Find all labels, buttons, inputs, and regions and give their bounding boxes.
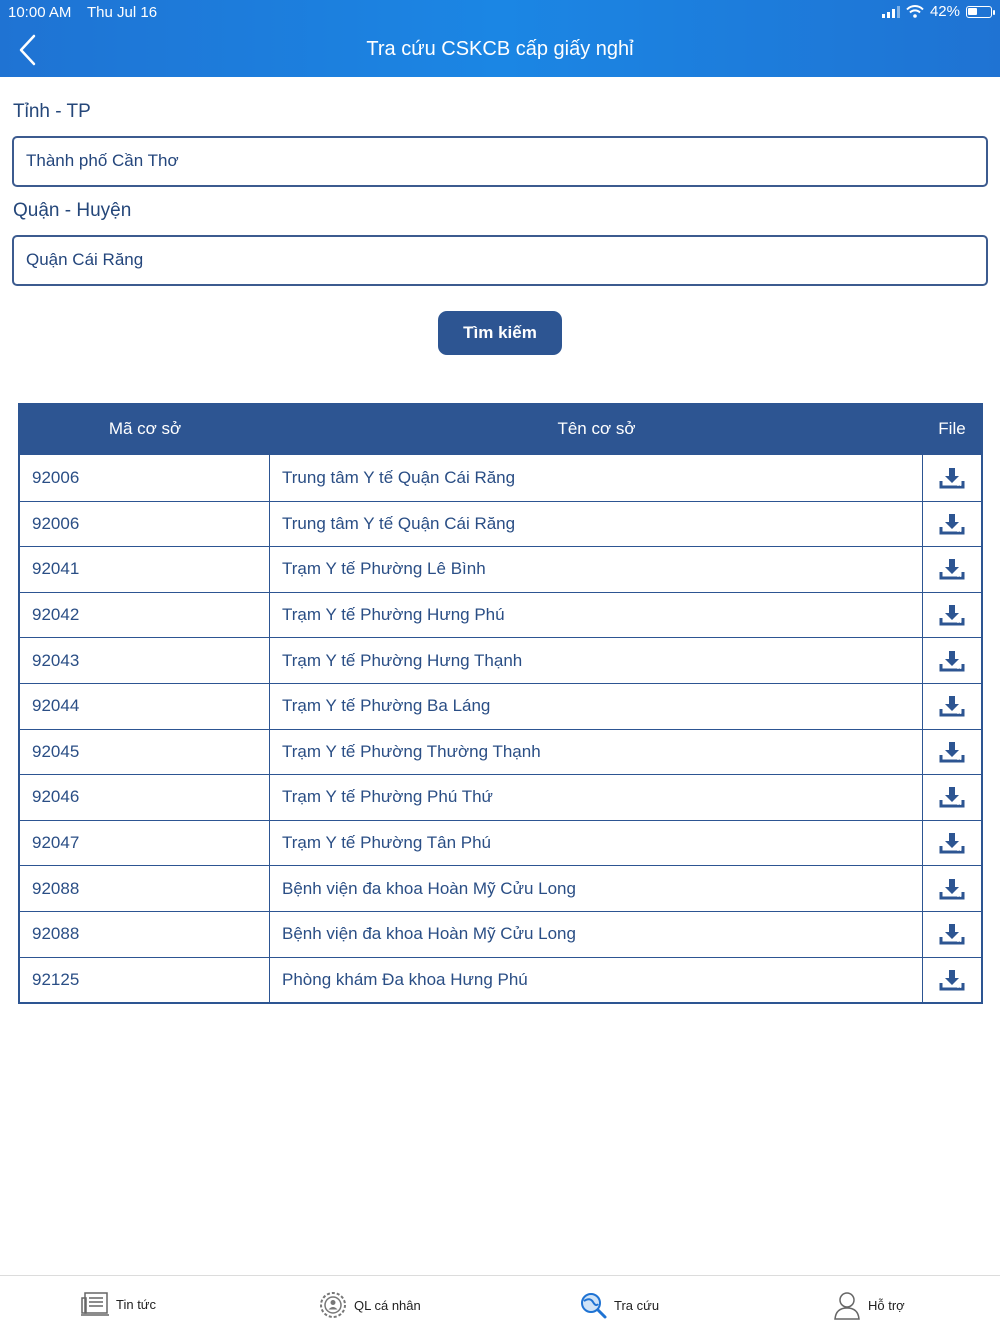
support-user-icon bbox=[832, 1290, 862, 1320]
facility-name: Trạm Y tế Phường Hưng Thạnh bbox=[270, 638, 923, 683]
facility-name: Phòng khám Đa khoa Hưng Phú bbox=[270, 958, 923, 1003]
facility-name: Bệnh viện đa khoa Hoàn Mỹ Cửu Long bbox=[270, 866, 923, 911]
table-row bbox=[20, 865, 981, 911]
facility-name: Trạm Y tế Phường Hưng Phú bbox=[270, 593, 923, 638]
table-row bbox=[20, 683, 981, 729]
table-row bbox=[20, 957, 981, 1003]
download-icon bbox=[939, 968, 965, 992]
download-icon bbox=[939, 466, 965, 490]
download-button[interactable] bbox=[923, 455, 981, 501]
facility-code: 92044 bbox=[20, 684, 270, 729]
status-time: 10:00 AM bbox=[8, 4, 72, 21]
tab-news-label: Tin tức bbox=[116, 1296, 157, 1312]
district-field[interactable]: Quận Cái Răng bbox=[12, 235, 988, 286]
tab-news[interactable] bbox=[80, 1290, 156, 1318]
download-icon bbox=[939, 785, 965, 809]
tab-lookup[interactable] bbox=[578, 1290, 659, 1320]
facility-name: Trạm Y tế Phường Phú Thứ bbox=[270, 775, 923, 820]
table-row bbox=[20, 501, 981, 547]
download-icon bbox=[939, 740, 965, 764]
facility-name: Trung tâm Y tế Quận Cái Răng bbox=[270, 502, 923, 547]
table-row bbox=[20, 637, 981, 683]
facility-name: Trạm Y tế Phường Tân Phú bbox=[270, 821, 923, 866]
facility-name: Trạm Y tế Phường Lê Bình bbox=[270, 547, 923, 592]
download-button[interactable] bbox=[923, 866, 981, 911]
district-label: Quận - Huyện bbox=[13, 200, 132, 221]
status-bar bbox=[0, 0, 1000, 24]
download-button[interactable] bbox=[923, 684, 981, 729]
facility-name: Trạm Y tế Phường Thường Thạnh bbox=[270, 730, 923, 775]
table-row bbox=[20, 820, 981, 866]
wifi-icon bbox=[906, 5, 924, 18]
province-field[interactable]: Thành phố Cần Thơ bbox=[12, 136, 988, 187]
header-name: Tên cơ sở bbox=[557, 419, 636, 438]
facility-code: 92042 bbox=[20, 593, 270, 638]
table-row bbox=[20, 774, 981, 820]
download-button[interactable] bbox=[923, 547, 981, 592]
download-button[interactable] bbox=[923, 502, 981, 547]
download-button[interactable] bbox=[923, 775, 981, 820]
battery-icon bbox=[966, 6, 992, 18]
facility-code: 92006 bbox=[20, 502, 270, 547]
table-row bbox=[20, 455, 981, 501]
tab-support-label: Hỗ trợ bbox=[868, 1297, 905, 1313]
battery-percent: 42% bbox=[929, 3, 960, 20]
battery-level bbox=[968, 8, 977, 15]
download-button[interactable] bbox=[923, 593, 981, 638]
download-icon bbox=[939, 831, 965, 855]
table-row bbox=[20, 592, 981, 638]
download-icon bbox=[939, 694, 965, 718]
tab-lookup-label: Tra cứu bbox=[614, 1297, 660, 1313]
download-icon bbox=[939, 877, 965, 901]
user-gear-icon bbox=[318, 1290, 348, 1320]
header-file: File bbox=[938, 419, 966, 438]
table-header bbox=[20, 403, 981, 455]
tab-personal-label: QL cá nhân bbox=[354, 1297, 421, 1313]
newspaper-icon bbox=[80, 1290, 110, 1318]
download-button[interactable] bbox=[923, 958, 981, 1003]
download-button[interactable] bbox=[923, 638, 981, 683]
status-date: Thu Jul 16 bbox=[87, 4, 158, 21]
download-button[interactable] bbox=[923, 912, 981, 957]
download-icon bbox=[939, 557, 965, 581]
facility-code: 92043 bbox=[20, 638, 270, 683]
facility-code: 92088 bbox=[20, 912, 270, 957]
download-icon bbox=[939, 649, 965, 673]
download-button[interactable] bbox=[923, 730, 981, 775]
app-header bbox=[0, 0, 1000, 77]
facility-code: 92045 bbox=[20, 730, 270, 775]
facility-code: 92088 bbox=[20, 866, 270, 911]
download-button[interactable] bbox=[923, 821, 981, 866]
table-row bbox=[20, 729, 981, 775]
download-icon bbox=[939, 603, 965, 627]
facility-code: 92041 bbox=[20, 547, 270, 592]
facility-name: Trạm Y tế Phường Ba Láng bbox=[270, 684, 923, 729]
page-title: Tra cứu CSKCB cấp giấy nghỉ bbox=[366, 38, 634, 60]
table-row bbox=[20, 911, 981, 957]
facility-code: 92046 bbox=[20, 775, 270, 820]
table-row bbox=[20, 546, 981, 592]
facility-name: Trung tâm Y tế Quận Cái Răng bbox=[270, 455, 923, 501]
table-body bbox=[20, 455, 981, 1002]
cellular-signal-icon bbox=[882, 6, 900, 18]
search-button[interactable]: Tìm kiếm bbox=[438, 311, 562, 355]
facility-code: 92006 bbox=[20, 455, 270, 501]
facility-code: 92047 bbox=[20, 821, 270, 866]
tab-support[interactable] bbox=[832, 1290, 905, 1320]
tab-bar bbox=[0, 1275, 1000, 1334]
province-label: Tỉnh - TP bbox=[13, 101, 91, 122]
facility-name: Bệnh viện đa khoa Hoàn Mỹ Cửu Long bbox=[270, 912, 923, 957]
status-indicators bbox=[882, 3, 992, 20]
facility-table bbox=[18, 403, 983, 1004]
header-code: Mã cơ sở bbox=[108, 419, 182, 438]
tab-personal[interactable] bbox=[318, 1290, 421, 1320]
search-globe-icon bbox=[578, 1290, 608, 1320]
facility-code: 92125 bbox=[20, 958, 270, 1003]
download-icon bbox=[939, 512, 965, 536]
download-icon bbox=[939, 922, 965, 946]
